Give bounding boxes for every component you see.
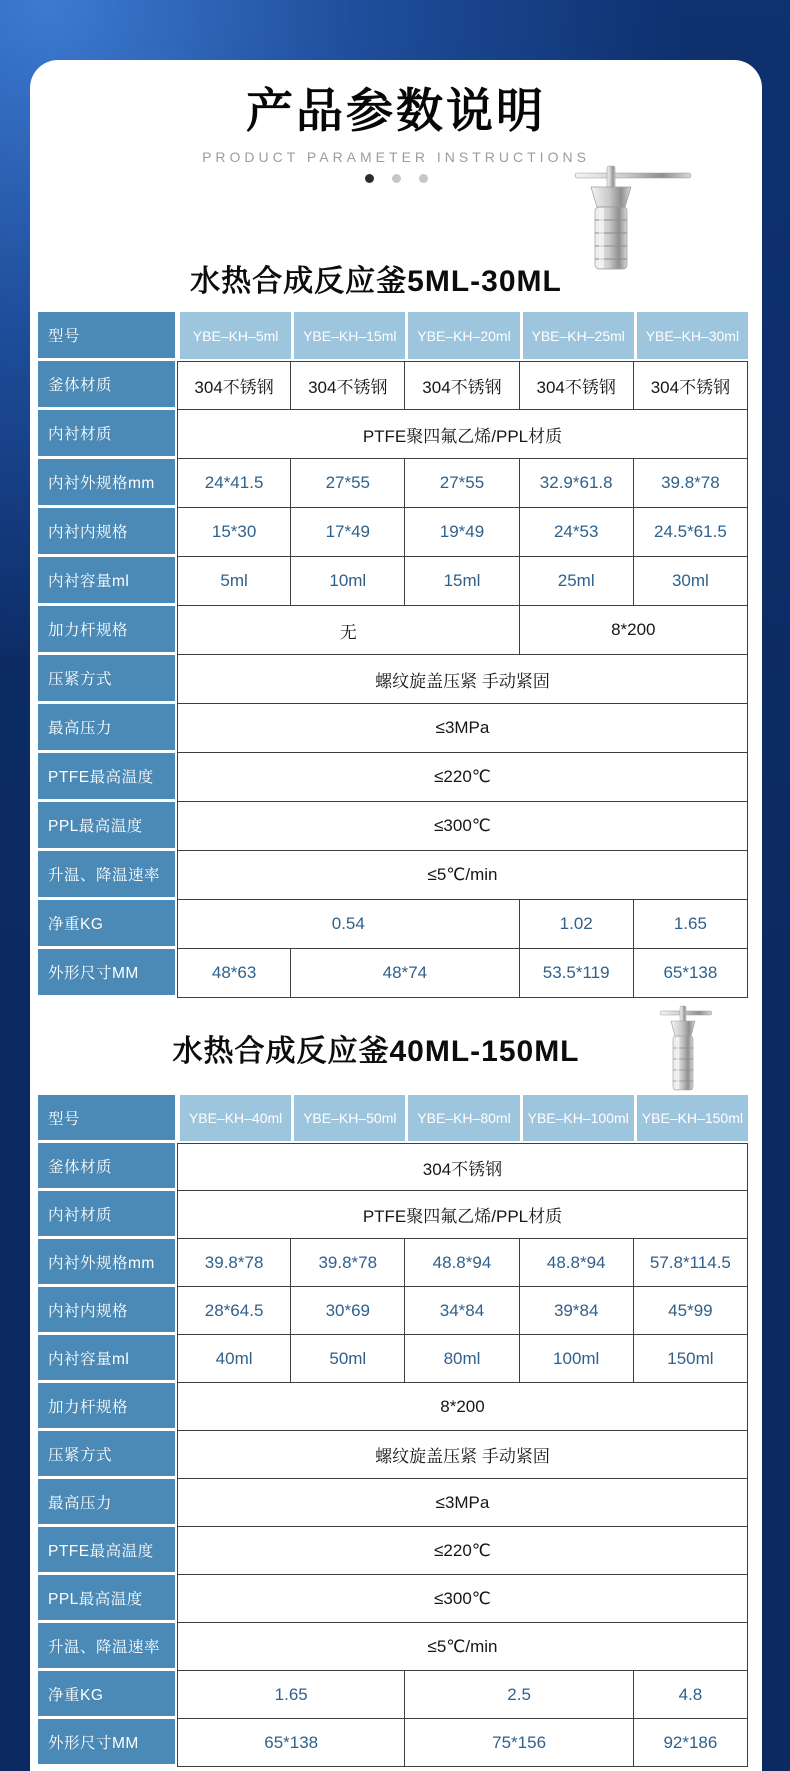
spec-value-cell: 100ml: [520, 1335, 634, 1383]
spec-value-cell: 40ml: [177, 1335, 291, 1383]
dot-icon: [392, 174, 401, 183]
spec-value-cell: 57.8*114.5: [634, 1239, 748, 1287]
dot-icon: [365, 174, 374, 183]
spec-value-cell: 32.9*61.8: [520, 459, 634, 508]
spec-value-cell: 304不锈钢: [520, 361, 634, 410]
spec-value-cell: 48.8*94: [520, 1239, 634, 1287]
spec-value-cell: 150ml: [634, 1335, 748, 1383]
spec-value-cell: 2.5: [405, 1671, 633, 1719]
model-header-cell: YBE–KH–100ml: [520, 1095, 634, 1143]
spec-value-cell: 65*138: [177, 1719, 405, 1767]
spec-value-cell: 304不锈钢: [405, 361, 519, 410]
spec-value-cell: 27*55: [291, 459, 405, 508]
row-label: 外形尺寸MM: [38, 949, 177, 998]
spec-value-cell: 28*64.5: [177, 1287, 291, 1335]
spec-value-cell: 75*156: [405, 1719, 633, 1767]
content-card: [30, 60, 762, 1771]
row-label: 最高压力: [38, 1479, 177, 1527]
spec-value-cell: 1.02: [520, 900, 634, 949]
spec-value-cell: 34*84: [405, 1287, 519, 1335]
spec-table-40ml-150ml: [38, 1095, 748, 1767]
dot-icon: [419, 174, 428, 183]
row-label: 内衬材质: [38, 410, 177, 459]
model-header-cell: YBE–KH–80ml: [405, 1095, 519, 1143]
spec-value-cell: 4.8: [634, 1671, 748, 1719]
spec-value-cell: ≤3MPa: [177, 704, 748, 753]
row-label: 加力杆规格: [38, 1383, 177, 1431]
model-header-cell: YBE–KH–20ml: [405, 312, 519, 361]
row-label: PTFE最高温度: [38, 1527, 177, 1575]
row-label: 加力杆规格: [38, 606, 177, 655]
spec-value-cell: 39.8*78: [291, 1239, 405, 1287]
spec-value-cell: 304不锈钢: [291, 361, 405, 410]
row-label: 内衬容量ml: [38, 1335, 177, 1383]
page-title: 产品参数说明: [246, 84, 546, 137]
spec-value-cell: 45*99: [634, 1287, 748, 1335]
row-label: 釜体材质: [38, 1143, 177, 1191]
spec-value-cell: 17*49: [291, 508, 405, 557]
spec-value-cell: 5ml: [177, 557, 291, 606]
row-label: 型号: [38, 312, 177, 361]
spec-value-cell: 15*30: [177, 508, 291, 557]
spec-value-cell: 50ml: [291, 1335, 405, 1383]
spec-value-cell: 24.5*61.5: [634, 508, 748, 557]
spec-value-cell: ≤220℃: [177, 753, 748, 802]
table-title-40ml-150ml: 水热合成反应釜40ML-150ML: [172, 1035, 580, 1068]
spec-value-cell: 27*55: [405, 459, 519, 508]
row-label: 釜体材质: [38, 361, 177, 410]
spec-value-cell: 304不锈钢: [634, 361, 748, 410]
model-header-cell: YBE–KH–30ml: [634, 312, 748, 361]
spec-value-cell: 1.65: [634, 900, 748, 949]
spec-value-cell: ≤5℃/min: [177, 1623, 748, 1671]
spec-value-cell: ≤5℃/min: [177, 851, 748, 900]
spec-value-cell: 48*74: [291, 949, 519, 998]
page-subtitle: PRODUCT PARAMETER INSTRUCTIONS: [202, 149, 590, 165]
spec-value-cell: 24*53: [520, 508, 634, 557]
spec-value-cell: 48*63: [177, 949, 291, 998]
row-label: 内衬外规格mm: [38, 1239, 177, 1287]
spec-value-cell: 24*41.5: [177, 459, 291, 508]
row-label: 压紧方式: [38, 1431, 177, 1479]
spec-value-cell: 8*200: [520, 606, 748, 655]
row-label: PPL最高温度: [38, 1575, 177, 1623]
spec-value-cell: 8*200: [177, 1383, 748, 1431]
row-label: 升温、降温速率: [38, 851, 177, 900]
row-label: 内衬外规格mm: [38, 459, 177, 508]
row-label: 最高压力: [38, 704, 177, 753]
row-label: PPL最高温度: [38, 802, 177, 851]
spec-value-cell: ≤300℃: [177, 802, 748, 851]
spec-value-cell: 19*49: [405, 508, 519, 557]
row-label: 型号: [38, 1095, 177, 1143]
spec-value-cell: 48.8*94: [405, 1239, 519, 1287]
spec-value-cell: 30ml: [634, 557, 748, 606]
spec-value-cell: PTFE聚四氟乙烯/PPL材质: [177, 410, 748, 459]
spec-value-cell: PTFE聚四氟乙烯/PPL材质: [177, 1191, 748, 1239]
row-label: 外形尺寸MM: [38, 1719, 177, 1767]
spec-value-cell: 无: [177, 606, 520, 655]
row-label: 内衬容量ml: [38, 557, 177, 606]
spec-value-cell: 0.54: [177, 900, 520, 949]
spec-value-cell: 39*84: [520, 1287, 634, 1335]
spec-value-cell: ≤220℃: [177, 1527, 748, 1575]
spec-value-cell: 53.5*119: [520, 949, 634, 998]
spec-value-cell: 30*69: [291, 1287, 405, 1335]
model-header-cell: YBE–KH–5ml: [177, 312, 291, 361]
row-label: 净重KG: [38, 900, 177, 949]
spec-value-cell: 螺纹旋盖压紧 手动紧固: [177, 655, 748, 704]
spec-value-cell: 39.8*78: [634, 459, 748, 508]
spec-value-cell: 1.65: [177, 1671, 405, 1719]
row-label: PTFE最高温度: [38, 753, 177, 802]
model-header-cell: YBE–KH–50ml: [291, 1095, 405, 1143]
model-header-cell: YBE–KH–40ml: [177, 1095, 291, 1143]
row-label: 内衬材质: [38, 1191, 177, 1239]
spec-value-cell: 65*138: [634, 949, 748, 998]
model-header-cell: YBE–KH–25ml: [520, 312, 634, 361]
spec-value-cell: ≤3MPa: [177, 1479, 748, 1527]
row-label: 升温、降温速率: [38, 1623, 177, 1671]
row-label: 内衬内规格: [38, 508, 177, 557]
spec-value-cell: 螺纹旋盖压紧 手动紧固: [177, 1431, 748, 1479]
model-header-cell: YBE–KH–150ml: [634, 1095, 748, 1143]
row-label: 净重KG: [38, 1671, 177, 1719]
row-label: 内衬内规格: [38, 1287, 177, 1335]
spec-value-cell: 15ml: [405, 557, 519, 606]
spec-value-cell: 304不锈钢: [177, 1143, 748, 1191]
spec-value-cell: 304不锈钢: [177, 361, 291, 410]
row-label: 压紧方式: [38, 655, 177, 704]
spec-value-cell: 25ml: [520, 557, 634, 606]
table-title-5ml-30ml: 水热合成反应釜5ML-30ML: [190, 265, 562, 298]
spec-value-cell: 10ml: [291, 557, 405, 606]
spec-value-cell: 80ml: [405, 1335, 519, 1383]
model-header-cell: YBE–KH–15ml: [291, 312, 405, 361]
spec-value-cell: 92*186: [634, 1719, 748, 1767]
spec-value-cell: 39.8*78: [177, 1239, 291, 1287]
spec-value-cell: ≤300℃: [177, 1575, 748, 1623]
spec-table-5ml-30ml: [38, 312, 748, 998]
